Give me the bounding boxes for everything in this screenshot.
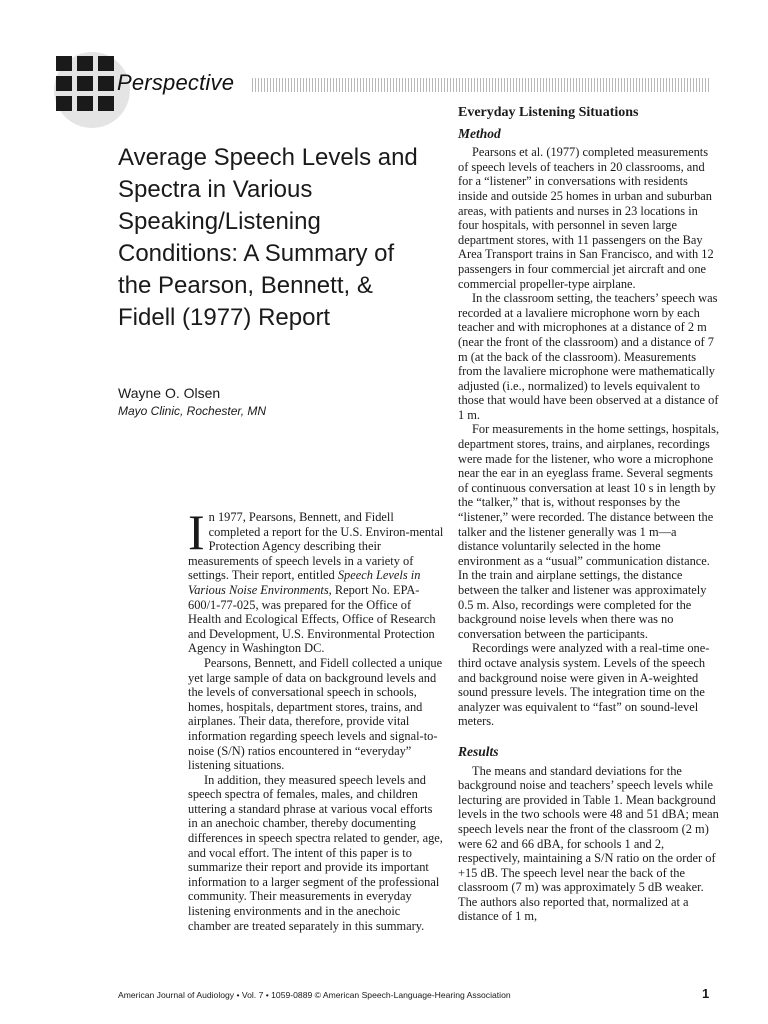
method-paragraph-1: Pearsons et al. (1977) completed measurements of speech levels of teachers in 20 classrooms, and for a “listener” in conversations with residents inside and outside 25 homes in urban and suburban areas, with patients and nurses in 23 locations in four hospitals, with personnel in seven large department stores, with 11 passengers on the Bay Area Transport trains in San Francisco, and with 12 passengers in four commercial jet aircraft and one commercial propeller-type airplane. — [458, 145, 714, 291]
section-label: Perspective — [117, 70, 235, 95]
intro-text-b: Report No. EPA-600/1-77-025, was prepared for the Office of Health and Ecological Effects, Office of Research and Development, U.S. Environmental Protection Agency in Washington DC. — [188, 582, 436, 656]
results-paragraph-1: The means and standard deviations for the background noise and teachers’ speech levels while lecturing are provided in Table 1. Mean background levels in the two schools were 48 and 51 dBA; mean speech levels near the front of the classroom (2 m) were 62 and 66 dBA, for schools 1 and 2, respectively, maintaining a S/N ratio on the order of +15 dB. The speech level near the back of the classroom (7 m) was approximately 5 dB weaker. The authors also reported that, normalized at a distance of 1 m, — [458, 763, 719, 924]
drop-cap: I — [188, 504, 205, 560]
journal-footer: American Journal of Audiology • Vol. 7 • 1059-0889 © American Speech-Language-Hearing Association — [118, 990, 511, 1000]
right-column — [458, 106, 720, 924]
perspective-logo — [56, 56, 116, 112]
article-title: Average Speech Levels and Spectra in Various Speaking/Listening Conditions: A Summary of the Pearson, Bennett, & Fidell (1977) Report — [118, 144, 418, 331]
method-paragraph-3: For measurements in the home settings, hospitals, department stores, trains, and airplanes, recordings were made for the listener, who wore a microphone near the ear in an eyeglass frame. Several segments of continuous conversation at least 10 s in length by the “talker,” that is, without responses by the “listener,” were recorded. The distance between the talker and the listener generally was 1 m—a distance voluntarily selected in the home environment as a “usual” communication distance. In the train and airplane settings, the distance between the talker and listener was approximately 0.5 m. Also, recordings were completed for the background noise levels when there was no conversation between the participants. — [458, 422, 720, 641]
intro-text-a: n 1977, Pearsons, Bennett, and Fidell completed a report for the U.S. Environ-mental Protection Agency describing their measurements of speech levels in a variety of settings. Their report, entitled — [188, 510, 444, 583]
results-heading: Results — [458, 743, 499, 759]
author-affiliation: Mayo Clinic, Rochester, MN — [118, 404, 267, 418]
header-hatch-rule — [252, 78, 710, 92]
paragraph-2: Pearsons, Bennett, and Fidell collected a unique yet large sample of data on background levels and the levels of conversational speech in schools, homes, hospitals, department stores, trains, and airplanes. Their data, therefore, provide vital information regarding speech levels and signal-to-noise (S/N) ratios encountered in “everyday” listening situations. — [188, 655, 443, 773]
method-paragraph-4: Recordings were analyzed with a real-time one-third octave analysis system. Levels of the speech and background noise were given in A-weighted sound pressure levels. The integration time on the analyzer was equivalent to “fast” on sound-level meters. — [458, 641, 710, 729]
method-heading: Method — [458, 125, 501, 141]
method-paragraph-2: In the classroom setting, the teachers’ speech was recorded at a lavaliere microphone worn by each teacher and with microphones at a distance of 2 m (near the front of the classroom) and a distance of 7 m (at the back of the classroom). Measurements from the lavaliere microphone were mathematically adjusted (i.e., normalized) to levels equivalent to those that would have been observed at a distance of 1 m. — [458, 291, 719, 422]
report-title-italic: Speech Levels in Various Noise Environments, — [188, 568, 421, 597]
author-name: Wayne O. Olsen — [118, 385, 221, 401]
intro-paragraph — [188, 504, 444, 656]
page-number: 1 — [702, 986, 710, 1001]
section-heading: Everyday Listening Situations — [458, 105, 639, 120]
left-column — [188, 504, 444, 933]
paragraph-3: In addition, they measured speech levels and speech spectra of females, males, and children uttering a standard phrase at various vocal efforts in an anechoic chamber, thereby documenting differences in speech spectra related to gender, age, and vocal effort. The intent of this paper is to summarize their report and provide its important information to a larger segment of the professional community. Their measurements in everyday listening environments and in the anechoic chamber are treated separately in this summary. — [188, 772, 443, 933]
